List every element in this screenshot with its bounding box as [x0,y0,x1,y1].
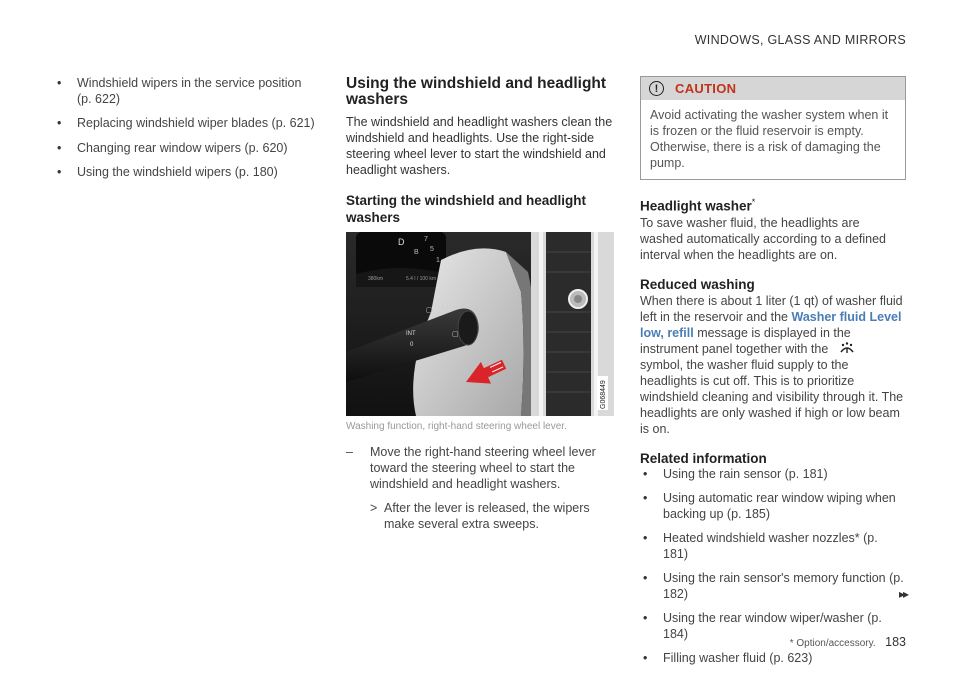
result-marker: > [370,501,378,515]
list-item[interactable]: • Windshield wipers in the service position (p. 622) [54,76,316,107]
step-text: Move the right-hand steering wheel lever toward the steering wheel to start the windshield and headlight washers. [370,445,596,491]
trip-readout: 5.4 l / 100 km [406,276,437,282]
washer-fluid-icon [838,342,856,354]
caution-title: CAUTION [675,81,737,96]
odometer-readout: 380km [368,276,384,282]
subsection-heading: Starting the windshield and headlight washers [346,193,587,225]
list-item[interactable]: • Using the rain sensor's memory function (p. 182) [640,571,906,602]
headlight-washer-heading [640,194,906,215]
running-header: WINDOWS, GLASS AND MIRRORS [694,33,906,47]
step-result [346,500,614,532]
page-footer [790,635,906,649]
gauge-number-7: 7 [424,236,428,243]
reduced-text-part3: symbol, the washer fluid supply to the headlights is cut off. This is to prioritize windshield cleaning and visibility through it. The headlights are only washed if high or low beam is on. [640,357,904,436]
section-heading: Using the windshield and headlight washers [346,75,607,108]
related-links-list [54,76,316,181]
caution-text: Avoid activating the washer system when it is frozen or the fluid reservoir is empty. Otherwise, there is a risk of damaging the pump. [650,108,889,170]
svg-text:▢: ▢ [426,306,433,314]
caution-header [641,77,905,100]
stalk-label-zero: 0 [410,342,414,348]
reduced-washing-heading: Reduced washing [640,276,755,292]
caution-box [640,76,906,180]
next-page-icon[interactable]: ▸▸ [898,587,907,601]
list-item[interactable]: • Using the rear window wiper/washer (p. 184) [640,611,906,642]
reduced-text-part2: message is displayed in the instrument panel together with the [640,325,851,356]
steering-lever-illustration [346,232,614,416]
column-washers [346,76,614,532]
related-info-heading: Related information [640,450,767,466]
gauge-letter-d: D [398,237,405,247]
headlight-washer-text: To save washer fluid, the headlights are washed automatically according to a defined interval when the headlights are on. [640,215,886,262]
list-item[interactable]: • Heated windshield washer nozzles* (p. 181) [640,531,906,562]
list-item[interactable]: • Using automatic rear window wiping when backing up (p. 185) [640,491,906,522]
gauge-letter-b: B [414,249,419,256]
gauge-number-5: 5 [430,246,434,253]
photo-caption: Washing function, right-hand steering wheel lever. [346,421,567,432]
list-item[interactable]: • Changing rear window wipers (p. 620) [54,141,316,157]
reduced-washing-text [640,293,906,437]
steering-lever-photo [346,232,614,416]
step-marker: – [346,445,353,459]
list-item[interactable]: • Filling washer fluid (p. 623) [640,651,906,667]
gauge-number-1: 1 [436,257,440,264]
result-text: After the lever is released, the wipers make several extra sweeps. [384,501,590,531]
list-item[interactable]: • Using the rain sensor (p. 181) [640,467,906,483]
stalk-label-int: INT [406,331,416,337]
column-related-links [54,76,316,190]
intro-paragraph: The windshield and headlight washers clean the windshield and headlights. Use the right-side steering wheel lever to start the windshield and headlight washers. [346,115,613,177]
option-star: * [751,197,756,207]
svg-text:▢: ▢ [452,330,459,338]
reduced-text-part1: When there is about 1 liter (1 qt) of washer fluid left in the reservoir and the [640,293,903,324]
svg-text:▢: ▢ [442,302,449,310]
column-info [640,76,906,676]
instruction-step [346,444,614,492]
image-code: G068449 [600,380,607,409]
washer-fluid-message: Washer fluid Level low, refill [640,309,902,340]
warning-icon: ! [649,81,664,96]
list-item[interactable]: • Using the windshield wipers (p. 180) [54,165,316,181]
footnote: * Option/accessory. [789,638,876,649]
list-item[interactable]: • Replacing windshield wiper blades (p. 621) [54,116,316,132]
headlight-washer-title: Headlight washer [640,198,752,214]
page-number: 183 [885,635,906,649]
